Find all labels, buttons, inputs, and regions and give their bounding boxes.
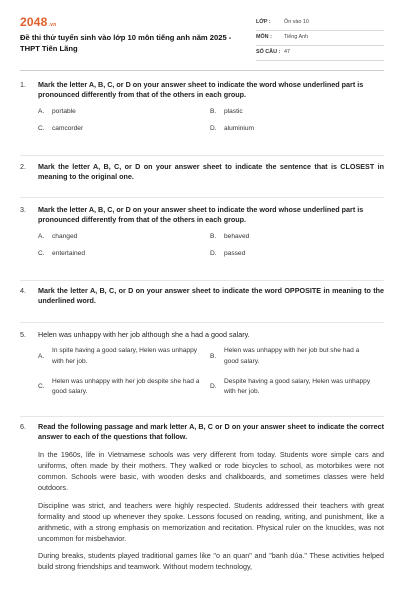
question-number: 1. [20,80,26,89]
question-number: 4. [20,286,26,295]
option-text: aluminium [224,125,255,133]
option-letter: B. [210,352,217,360]
option-letter: D. [210,250,217,258]
question-text: Helen was unhappy with her job although she a had a good salary. [38,330,250,339]
question-divider [20,322,384,323]
question-divider [20,155,384,156]
meta-key: MÔN : [256,34,272,41]
option-b[interactable] [210,346,382,366]
question-1 [20,80,384,134]
logo-text: 2048 [20,15,48,29]
logo-domain: .vn [48,22,57,28]
meta-value: Tiếng Anh [284,34,309,41]
option-d[interactable] [210,124,382,134]
option-b[interactable] [210,232,382,242]
question-text: Mark the letter A, B, C, or D on your answer sheet to indicate the word whose underlined part is pronounced differently from that of the others in each group. [38,80,364,100]
question-number: 5. [20,330,26,339]
option-text: entertained [52,250,85,258]
question-number: 6. [20,422,26,431]
option-d[interactable] [210,249,382,259]
question-5 [20,330,384,397]
meta-value: 47 [284,49,290,56]
question-text: Mark the letter A, B, C, or D on your answer sheet to indicate the word OPPOSITE in meaning to the underlined word. [38,286,384,306]
option-letter: C. [38,383,45,391]
meta-key: LỚP : [256,19,271,26]
option-a[interactable] [38,107,210,117]
option-letter: A. [38,107,45,115]
option-letter: C. [38,250,45,258]
question-divider [20,197,384,198]
option-letter: C. [38,125,45,133]
option-a[interactable] [38,232,210,242]
question-number: 2. [20,162,26,171]
option-c[interactable] [38,124,210,134]
page-header [20,14,385,66]
option-text: Despite having a good salary, Helen was unhappy with her job. [224,377,371,396]
option-letter: D. [210,383,217,391]
question-3 [20,205,384,259]
answer-options [38,346,384,397]
option-text: passed [224,250,246,258]
exam-title: Đề thi thử tuyển sinh vào lớp 10 môn tiếng anh năm 2025 - THPT Tiên Lãng [20,33,232,53]
option-letter: B. [210,232,217,240]
meta-row-subject [256,31,384,46]
header-divider [20,70,384,71]
option-c[interactable] [38,249,210,259]
option-text: behaved [224,232,250,240]
option-c[interactable] [38,377,210,397]
question-divider [20,280,384,281]
question-text: Mark the letter A, B, C, or D on your answer sheet to indicate the sentence that is CLOSEST in meaning to the original one. [38,162,384,182]
site-logo[interactable] [20,14,56,31]
option-b[interactable] [210,107,382,117]
option-a[interactable] [38,346,210,366]
option-letter: B. [210,107,217,115]
meta-row-class [256,16,384,31]
option-d[interactable] [210,377,382,397]
question-4 [20,286,384,307]
option-text: Helen was unhappy with her job but she had a good salary. [224,347,360,365]
option-text: plastic [224,107,243,115]
option-text: camcorder [52,125,84,133]
passage-paragraph: During breaks, students played traditional games like "o an quan" and "banh dúa." These activities helped build strong friendships and teamwork. Without modern technology, [38,551,384,572]
option-text: portable [52,107,76,115]
exam-meta-table [256,16,384,61]
option-letter: A. [38,232,45,240]
question-6 [20,422,384,572]
question-2 [20,162,384,183]
option-letter: D. [210,125,217,133]
passage-paragraph: Discipline was strict, and teachers were highly respected. Students addressed their teachers with great formality and stood up whenever they spoke. Lessons focused on reading, writing, and punishment, like a arithmetic, with a strong emphasis on memorization and recitation. Physical ruler on the knuckles, was not uncommon for misbehavior. [38,500,384,543]
question-number: 3. [20,205,26,214]
meta-key: SỐ CÂU : [256,49,281,56]
question-text: Mark the letter A, B, C, or D on your answer sheet to indicate the word whose underlined part is pronounced differently from that of the others in each group. [38,205,364,225]
option-letter: A. [38,352,45,360]
option-text: Helen was unhappy with her job despite she had a good salary. [52,377,200,396]
question-text: Read the following passage and mark letter A, B, C or D on your answer sheet to indicate the correct answer to each of the questions that follow. [38,422,384,442]
meta-row-count [256,46,384,61]
option-text: In spite having a good salary, Helen was unhappy with her job. [52,347,198,365]
passage-paragraph: In the 1960s, life in Vietnamese schools was very different from today. Students wore simple cars and uniforms, often made by their mothers. They walked or rode bicycles to school, as motorbikes were not common. Schools were basic, with wooden desks and chalkboards, and sometimes classes were held outdoors. [38,449,384,493]
answer-options [38,232,384,259]
option-text: changed [52,232,78,240]
question-divider [20,416,384,417]
answer-options [38,107,384,134]
meta-value: Ôn vào 10 [284,19,309,26]
